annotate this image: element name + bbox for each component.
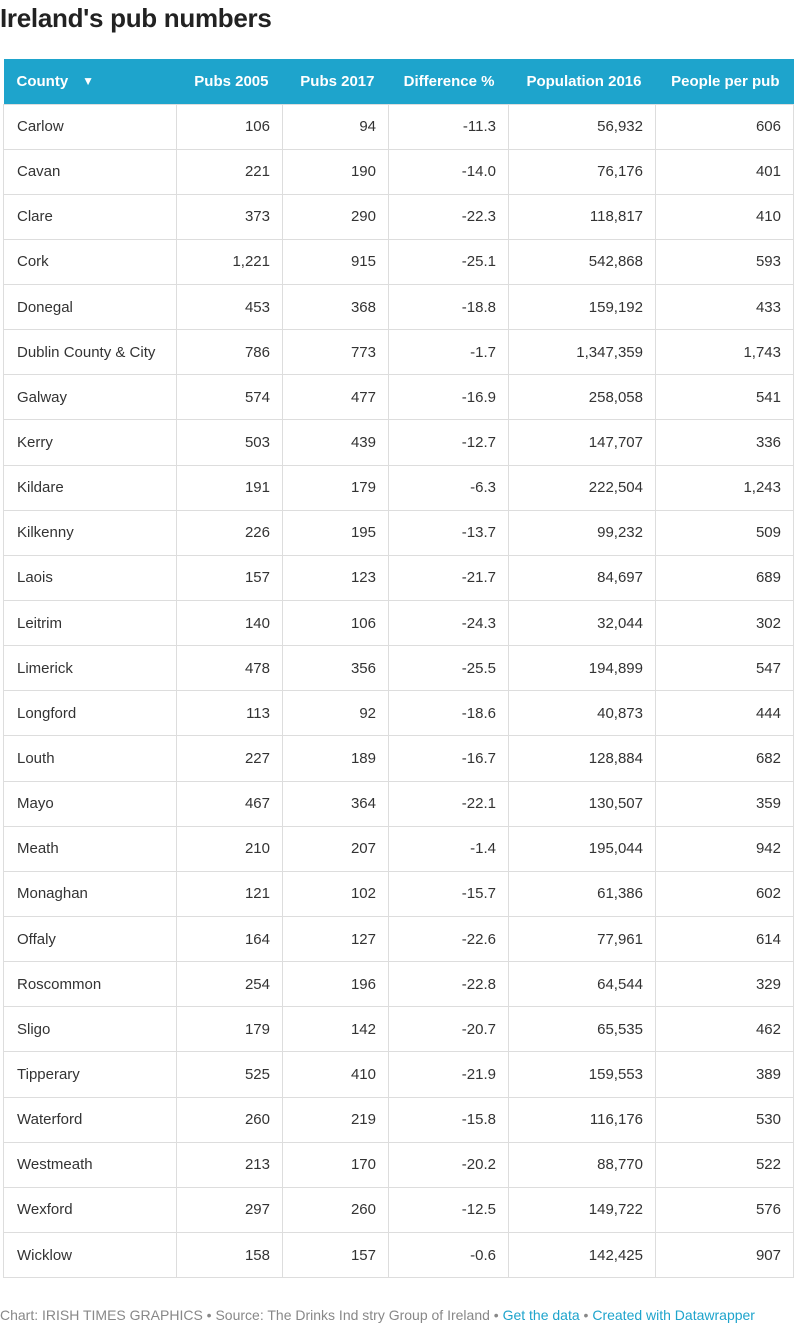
cell-population-2016: 56,932 xyxy=(509,104,656,149)
cell-pubs-2017: 219 xyxy=(283,1097,389,1142)
cell-county: Wicklow xyxy=(4,1233,177,1278)
cell-difference-percent: -25.1 xyxy=(389,239,509,284)
column-header-county[interactable] xyxy=(4,59,177,104)
cell-difference-percent: -21.7 xyxy=(389,555,509,600)
footer-separator: • xyxy=(489,1307,503,1323)
cell-population-2016: 61,386 xyxy=(509,871,656,916)
cell-county: Galway xyxy=(4,375,177,420)
data-table xyxy=(3,59,794,1278)
cell-county: Clare xyxy=(4,194,177,239)
column-header-pubs-2005[interactable]: Pubs 2005 xyxy=(194,72,269,90)
cell-pubs-2005: 453 xyxy=(177,285,283,330)
column-header-pubs-2017[interactable]: Pubs 2017 xyxy=(300,72,375,90)
cell-county: Dublin County & City xyxy=(4,330,177,375)
cell-population-2016: 65,535 xyxy=(509,1007,656,1052)
table-header xyxy=(4,59,794,104)
table-row xyxy=(4,691,794,736)
cell-difference-percent: -14.0 xyxy=(389,149,509,194)
cell-pubs-2005: 213 xyxy=(177,1142,283,1187)
cell-county: Wexford xyxy=(4,1187,177,1232)
table-row xyxy=(4,781,794,826)
cell-pubs-2017: 915 xyxy=(283,239,389,284)
cell-difference-percent: -11.3 xyxy=(389,104,509,149)
cell-pubs-2017: 190 xyxy=(283,149,389,194)
cell-people-per-pub: 530 xyxy=(656,1097,794,1142)
cell-people-per-pub: 576 xyxy=(656,1187,794,1232)
cell-county: Laois xyxy=(4,555,177,600)
cell-pubs-2005: 113 xyxy=(177,691,283,736)
cell-county: Offaly xyxy=(4,917,177,962)
cell-people-per-pub: 302 xyxy=(656,601,794,646)
table-row xyxy=(4,510,794,555)
cell-pubs-2005: 191 xyxy=(177,465,283,510)
cell-population-2016: 159,192 xyxy=(509,285,656,330)
cell-pubs-2017: 207 xyxy=(283,826,389,871)
cell-people-per-pub: 444 xyxy=(656,691,794,736)
chart-footer xyxy=(0,1307,755,1323)
cell-population-2016: 40,873 xyxy=(509,691,656,736)
cell-pubs-2005: 503 xyxy=(177,420,283,465)
cell-pubs-2005: 121 xyxy=(177,871,283,916)
cell-pubs-2005: 297 xyxy=(177,1187,283,1232)
table-row xyxy=(4,1233,794,1278)
cell-population-2016: 159,553 xyxy=(509,1052,656,1097)
cell-pubs-2017: 106 xyxy=(283,601,389,646)
cell-difference-percent: -15.8 xyxy=(389,1097,509,1142)
cell-pubs-2017: 102 xyxy=(283,871,389,916)
cell-population-2016: 32,044 xyxy=(509,601,656,646)
cell-people-per-pub: 547 xyxy=(656,646,794,691)
cell-population-2016: 194,899 xyxy=(509,646,656,691)
cell-people-per-pub: 389 xyxy=(656,1052,794,1097)
cell-county: Meath xyxy=(4,826,177,871)
cell-people-per-pub: 606 xyxy=(656,104,794,149)
cell-people-per-pub: 614 xyxy=(656,917,794,962)
cell-difference-percent: -12.5 xyxy=(389,1187,509,1232)
cell-difference-percent: -18.6 xyxy=(389,691,509,736)
cell-pubs-2017: 196 xyxy=(283,962,389,1007)
table-row xyxy=(4,104,794,149)
cell-people-per-pub: 942 xyxy=(656,826,794,871)
cell-population-2016: 142,425 xyxy=(509,1233,656,1278)
cell-pubs-2017: 189 xyxy=(283,736,389,781)
source-note: Source: The Drinks Ind stry Group of Ireland xyxy=(215,1307,490,1323)
cell-pubs-2017: 773 xyxy=(283,330,389,375)
sort-descending-icon: ▼ xyxy=(82,73,95,88)
cell-county: Limerick xyxy=(4,646,177,691)
table-row xyxy=(4,420,794,465)
table-row xyxy=(4,1007,794,1052)
cell-pubs-2005: 786 xyxy=(177,330,283,375)
cell-pubs-2005: 106 xyxy=(177,104,283,149)
cell-pubs-2017: 368 xyxy=(283,285,389,330)
cell-pubs-2017: 410 xyxy=(283,1052,389,1097)
cell-population-2016: 222,504 xyxy=(509,465,656,510)
cell-pubs-2005: 164 xyxy=(177,917,283,962)
cell-difference-percent: -12.7 xyxy=(389,420,509,465)
cell-pubs-2005: 574 xyxy=(177,375,283,420)
cell-population-2016: 147,707 xyxy=(509,420,656,465)
cell-pubs-2005: 467 xyxy=(177,781,283,826)
cell-population-2016: 99,232 xyxy=(509,510,656,555)
cell-difference-percent: -22.6 xyxy=(389,917,509,962)
cell-people-per-pub: 682 xyxy=(656,736,794,781)
table-row xyxy=(4,871,794,916)
table-row xyxy=(4,826,794,871)
cell-pubs-2017: 260 xyxy=(283,1187,389,1232)
cell-pubs-2005: 227 xyxy=(177,736,283,781)
table-row xyxy=(4,601,794,646)
table-row xyxy=(4,285,794,330)
cell-pubs-2005: 478 xyxy=(177,646,283,691)
data-table-wrapper xyxy=(3,59,793,1278)
cell-pubs-2017: 364 xyxy=(283,781,389,826)
cell-county: Sligo xyxy=(4,1007,177,1052)
cell-people-per-pub: 689 xyxy=(656,555,794,600)
cell-pubs-2017: 356 xyxy=(283,646,389,691)
cell-people-per-pub: 602 xyxy=(656,871,794,916)
cell-county: Mayo xyxy=(4,781,177,826)
table-row xyxy=(4,646,794,691)
cell-county: Tipperary xyxy=(4,1052,177,1097)
cell-people-per-pub: 401 xyxy=(656,149,794,194)
cell-pubs-2005: 158 xyxy=(177,1233,283,1278)
table-row xyxy=(4,375,794,420)
table-row xyxy=(4,917,794,962)
cell-pubs-2005: 210 xyxy=(177,826,283,871)
cell-population-2016: 76,176 xyxy=(509,149,656,194)
table-body xyxy=(4,104,794,1278)
table-row xyxy=(4,1187,794,1232)
cell-people-per-pub: 907 xyxy=(656,1233,794,1278)
cell-difference-percent: -16.9 xyxy=(389,375,509,420)
cell-difference-percent: -24.3 xyxy=(389,601,509,646)
cell-population-2016: 1,347,359 xyxy=(509,330,656,375)
cell-pubs-2005: 140 xyxy=(177,601,283,646)
table-row xyxy=(4,239,794,284)
cell-pubs-2005: 1,221 xyxy=(177,239,283,284)
cell-county: Donegal xyxy=(4,285,177,330)
cell-difference-percent: -25.5 xyxy=(389,646,509,691)
cell-pubs-2017: 127 xyxy=(283,917,389,962)
cell-pubs-2005: 226 xyxy=(177,510,283,555)
created-with-datawrapper-link[interactable]: Created with Datawrapper xyxy=(592,1307,755,1323)
cell-difference-percent: -20.7 xyxy=(389,1007,509,1052)
cell-difference-percent: -0.6 xyxy=(389,1233,509,1278)
cell-pubs-2017: 195 xyxy=(283,510,389,555)
footer-separator: • xyxy=(579,1307,593,1323)
cell-people-per-pub: 541 xyxy=(656,375,794,420)
cell-population-2016: 128,884 xyxy=(509,736,656,781)
cell-pubs-2017: 94 xyxy=(283,104,389,149)
cell-pubs-2005: 221 xyxy=(177,149,283,194)
cell-county: Kilkenny xyxy=(4,510,177,555)
table-row xyxy=(4,330,794,375)
cell-population-2016: 77,961 xyxy=(509,917,656,962)
table-row xyxy=(4,962,794,1007)
column-header-label: County xyxy=(16,72,69,90)
cell-pubs-2017: 92 xyxy=(283,691,389,736)
cell-people-per-pub: 462 xyxy=(656,1007,794,1052)
cell-difference-percent: -1.7 xyxy=(389,330,509,375)
table-row xyxy=(4,1097,794,1142)
table-row xyxy=(4,465,794,510)
cell-population-2016: 84,697 xyxy=(509,555,656,600)
cell-difference-percent: -21.9 xyxy=(389,1052,509,1097)
cell-difference-percent: -20.2 xyxy=(389,1142,509,1187)
chart-title: Ireland's pub numbers xyxy=(0,3,272,33)
cell-pubs-2017: 123 xyxy=(283,555,389,600)
cell-pubs-2005: 157 xyxy=(177,555,283,600)
cell-people-per-pub: 1,743 xyxy=(656,330,794,375)
cell-difference-percent: -18.8 xyxy=(389,285,509,330)
cell-pubs-2017: 477 xyxy=(283,375,389,420)
cell-county: Leitrim xyxy=(4,601,177,646)
cell-people-per-pub: 509 xyxy=(656,510,794,555)
cell-county: Cork xyxy=(4,239,177,284)
cell-population-2016: 542,868 xyxy=(509,239,656,284)
cell-difference-percent: -15.7 xyxy=(389,871,509,916)
cell-people-per-pub: 336 xyxy=(656,420,794,465)
get-the-data-link[interactable]: Get the data xyxy=(502,1307,580,1323)
cell-population-2016: 149,722 xyxy=(509,1187,656,1232)
cell-people-per-pub: 329 xyxy=(656,962,794,1007)
cell-county: Carlow xyxy=(4,104,177,149)
cell-population-2016: 88,770 xyxy=(509,1142,656,1187)
cell-people-per-pub: 522 xyxy=(656,1142,794,1187)
cell-population-2016: 258,058 xyxy=(509,375,656,420)
cell-pubs-2017: 170 xyxy=(283,1142,389,1187)
cell-county: Kildare xyxy=(4,465,177,510)
cell-county: Waterford xyxy=(4,1097,177,1142)
chart-credit: Chart: IRISH TIMES GRAPHICS xyxy=(0,1307,203,1323)
cell-people-per-pub: 593 xyxy=(656,239,794,284)
cell-pubs-2017: 290 xyxy=(283,194,389,239)
cell-pubs-2005: 260 xyxy=(177,1097,283,1142)
cell-pubs-2005: 179 xyxy=(177,1007,283,1052)
cell-population-2016: 195,044 xyxy=(509,826,656,871)
cell-difference-percent: -6.3 xyxy=(389,465,509,510)
cell-county: Cavan xyxy=(4,149,177,194)
column-header-population[interactable]: Population 2016 xyxy=(526,72,642,90)
cell-population-2016: 130,507 xyxy=(509,781,656,826)
column-header-people-per-pub[interactable]: People per pub xyxy=(671,72,780,90)
table-row xyxy=(4,194,794,239)
cell-difference-percent: -22.3 xyxy=(389,194,509,239)
cell-difference-percent: -13.7 xyxy=(389,510,509,555)
cell-difference-percent: -22.8 xyxy=(389,962,509,1007)
cell-pubs-2005: 525 xyxy=(177,1052,283,1097)
cell-population-2016: 64,544 xyxy=(509,962,656,1007)
cell-difference-percent: -1.4 xyxy=(389,826,509,871)
cell-county: Longford xyxy=(4,691,177,736)
cell-difference-percent: -16.7 xyxy=(389,736,509,781)
cell-county: Monaghan xyxy=(4,871,177,916)
cell-pubs-2017: 179 xyxy=(283,465,389,510)
table-row xyxy=(4,1142,794,1187)
cell-people-per-pub: 359 xyxy=(656,781,794,826)
table-row xyxy=(4,1052,794,1097)
cell-pubs-2017: 142 xyxy=(283,1007,389,1052)
cell-population-2016: 118,817 xyxy=(509,194,656,239)
cell-pubs-2005: 254 xyxy=(177,962,283,1007)
column-header-difference[interactable]: Difference % xyxy=(403,72,495,90)
header-row xyxy=(4,59,794,104)
cell-county: Westmeath xyxy=(4,1142,177,1187)
cell-people-per-pub: 433 xyxy=(656,285,794,330)
cell-pubs-2017: 157 xyxy=(283,1233,389,1278)
cell-people-per-pub: 410 xyxy=(656,194,794,239)
cell-population-2016: 116,176 xyxy=(509,1097,656,1142)
cell-difference-percent: -22.1 xyxy=(389,781,509,826)
cell-people-per-pub: 1,243 xyxy=(656,465,794,510)
table-row xyxy=(4,555,794,600)
table-row xyxy=(4,149,794,194)
table-row xyxy=(4,736,794,781)
cell-pubs-2005: 373 xyxy=(177,194,283,239)
cell-county: Roscommon xyxy=(4,962,177,1007)
cell-county: Kerry xyxy=(4,420,177,465)
cell-county: Louth xyxy=(4,736,177,781)
footer-separator: • xyxy=(202,1307,216,1323)
cell-pubs-2017: 439 xyxy=(283,420,389,465)
